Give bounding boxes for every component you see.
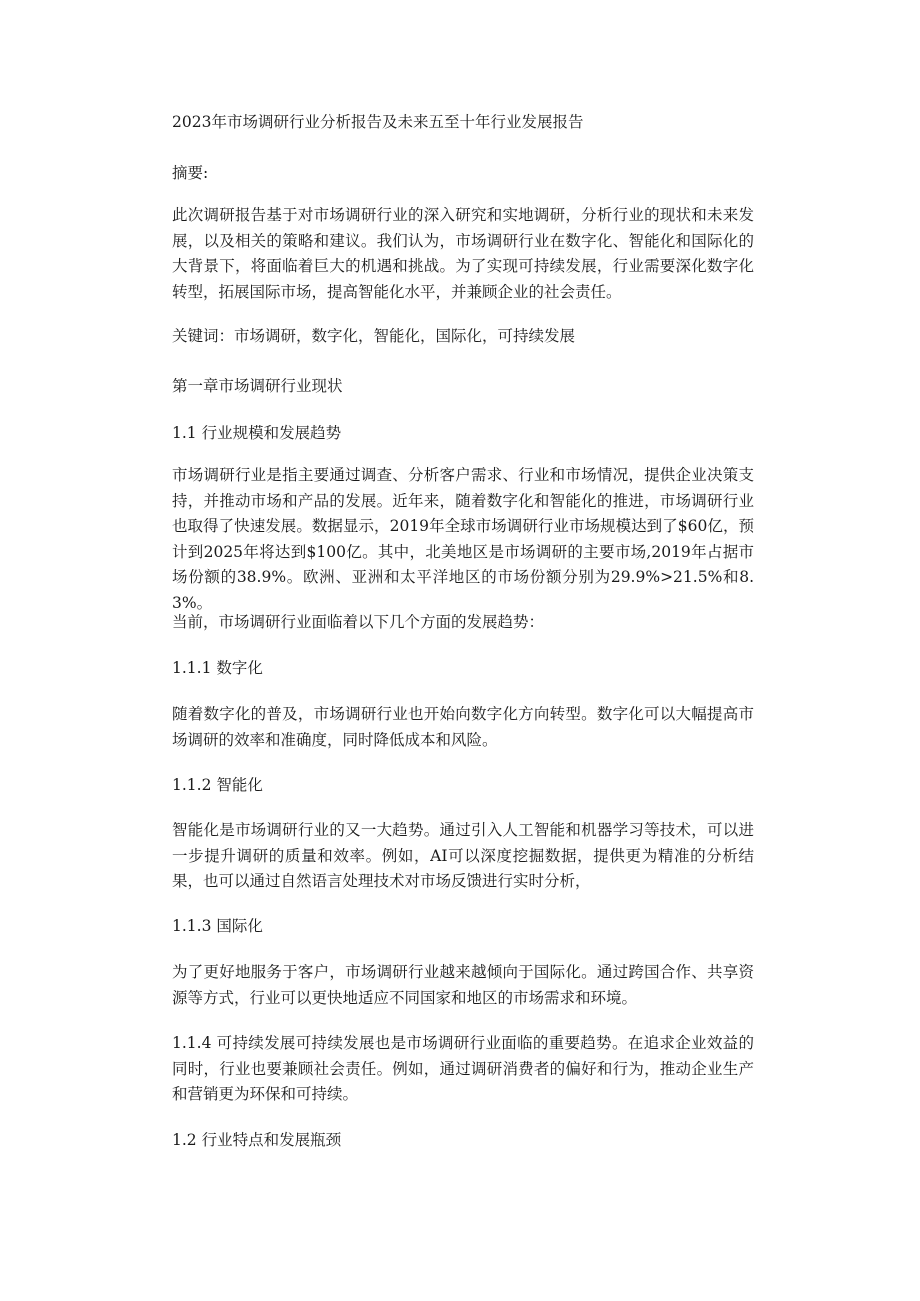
keywords-line: 关键词：市场调研，数字化，智能化，国际化，可持续发展 <box>172 327 576 345</box>
section-1-1-3-heading: 1.1.3 国际化 <box>172 917 263 935</box>
document-title: 2023年市场调研行业分析报告及未来五至十年行业发展报告 <box>172 113 584 131</box>
section-1-1-4-paragraph: 1.1.4 可持续发展可持续发展也是市场调研行业面临的重要趋势。在追求企业效益的同时，行业也要兼顾社会责任。例如，通过调研消费者的偏好和行为，推动企业生产和营销更为环保和可持续。 <box>172 1034 754 1103</box>
section-1-1-2-heading: 1.1.2 智能化 <box>172 776 263 794</box>
section-1-1-2-paragraph: 智能化是市场调研行业的又一大趋势。通过引入人工智能和机器学习等技术，可以进一步提升调研的质量和效率。例如，AI可以深度挖掘数据，提供更为精准的分析结果，也可以通过自然语言处理技术对市场反馈进行实时分析， <box>172 821 754 890</box>
trends-intro: 当前，市场调研行业面临着以下几个方面的发展趋势： <box>172 613 545 631</box>
section-1-1-1-paragraph: 随着数字化的普及，市场调研行业也开始向数字化方向转型。数字化可以大幅提高市场调研的效率和准确度，同时降低成本和风险。 <box>172 705 754 749</box>
section-1-1-3-paragraph: 为了更好地服务于客户，市场调研行业越来越倾向于国际化。通过跨国合作、共享资源等方式，行业可以更快地适应不同国家和地区的市场需求和环境。 <box>172 963 754 1007</box>
section-1-1-1-heading: 1.1.1 数字化 <box>172 659 263 677</box>
abstract-label: 摘要: <box>172 164 209 182</box>
chapter-1-heading: 第一章市场调研行业现状 <box>172 377 343 395</box>
section-1-1-heading: 1.1 行业规模和发展趋势 <box>172 424 342 442</box>
section-1-1-paragraph: 市场调研行业是指主要通过调查、分析客户需求、行业和市场情况，提供企业决策支持，并推动市场和产品的发展。近年来，随着数字化和智能化的推进，市场调研行业也取得了快速发展。数据显示，2019年全球市场调研行业市场规模达到了$60亿，预计到2025年将达到$100亿。其中，北美地区是市场调研的主要市场,2019年占据市场份额的38.9%。欧洲、亚洲和太平洋地区的市场份额分别为29.9%>21.5%和8.3%。 <box>172 466 754 612</box>
abstract-paragraph: 此次调研报告基于对市场调研行业的深入研究和实地调研，分析行业的现状和未来发展，以及相关的策略和建议。我们认为，市场调研行业在数字化、智能化和国际化的大背景下，将面临着巨大的机遇和挑战。为了实现可持续发展，行业需要深化数字化转型，拓展国际市场，提高智能化水平，并兼顾企业的社会责任。 <box>172 206 754 301</box>
section-1-2-heading: 1.2 行业特点和发展瓶颈 <box>172 1131 342 1149</box>
